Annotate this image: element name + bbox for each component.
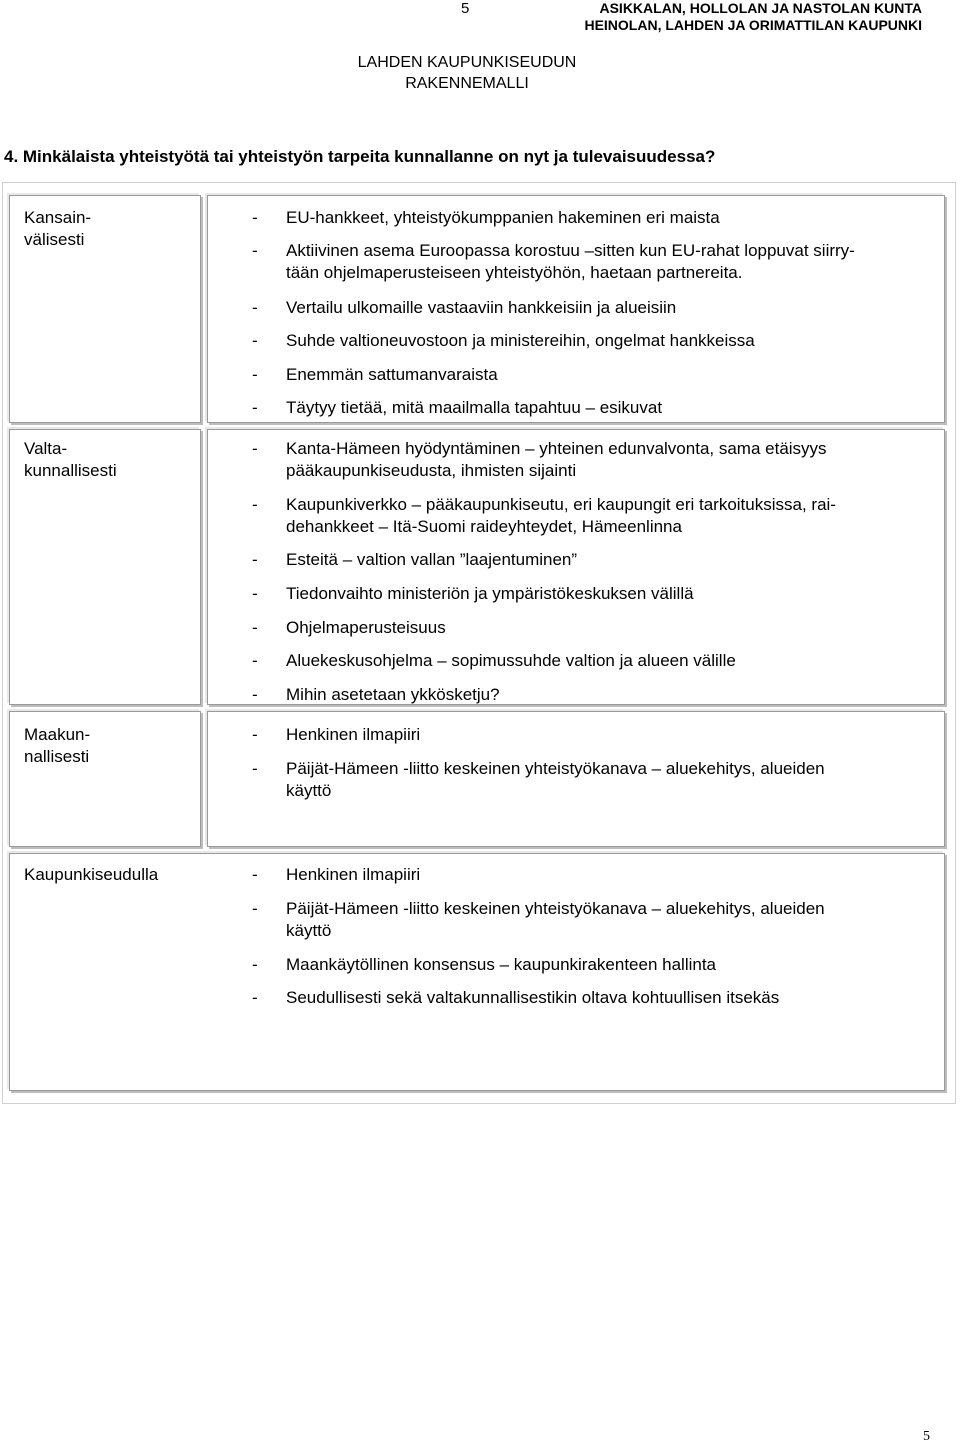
- row-label-international: Kansain- välisesti: [24, 208, 92, 249]
- list-dash: -: [252, 899, 258, 918]
- list-dash: -: [252, 651, 258, 670]
- list-dash: -: [252, 398, 258, 417]
- row-label-national: Valta- kunnallisesti: [24, 439, 117, 480]
- list-dash: -: [252, 331, 258, 350]
- list-dash: -: [252, 618, 258, 637]
- list-item-text: Vertailu ulkomaille vastaaviin hankkeisiin ja alueisiin: [286, 298, 677, 317]
- list-item-text: Henkinen ilmapiiri: [286, 865, 421, 884]
- list-item-text: Aluekeskusohjelma – sopimussuhde valtion ja alueen välille: [286, 651, 736, 670]
- list-dash: -: [252, 685, 258, 704]
- list-item-text: Esteitä – valtion vallan ”laajentuminen”: [286, 550, 578, 569]
- list-item-text: Tiedonvaihto ministeriön ja ympäristökeskuksen välillä: [286, 584, 694, 603]
- footer-page-number: 5: [923, 1429, 930, 1444]
- list-dash: -: [252, 955, 258, 974]
- list-item-text: Kaupunkiverkko – pääkaupunkiseutu, eri kaupungit eri tarkoituksissa, rai- dehankkeet – Itä-Suomi raideyhteydet, Hämeenlinna: [286, 495, 836, 536]
- list-item-text: Päijät-Hämeen -liitto keskeinen yhteistyökanava – aluekehitys, alueiden käyttö: [286, 899, 825, 940]
- header-project-line2: RAKENNEMALLI: [405, 75, 529, 92]
- list-item-text: Täytyy tietää, mitä maailmalla tapahtuu – esikuvat: [286, 398, 663, 417]
- list-dash: -: [252, 208, 258, 227]
- row-label-regional: Maakun- nallisesti: [24, 725, 91, 766]
- list-dash: -: [252, 241, 258, 260]
- header-municipalities-line2: HEINOLAN, LAHDEN JA ORIMATTILAN KAUPUNKI: [584, 17, 922, 33]
- list-item-text: Suhde valtioneuvostoon ja ministereihin, ongelmat hankkeissa: [286, 331, 755, 350]
- list-item-text: Maankäytöllinen konsensus – kaupunkirakenteen hallinta: [286, 955, 717, 974]
- list-item-text: Enemmän sattumanvaraista: [286, 365, 498, 384]
- list-item-text: Päijät-Hämeen -liitto keskeinen yhteistyökanava – aluekehitys, alueiden käyttö: [286, 759, 825, 800]
- list-item-text: Mihin asetetaan ykkösketju?: [286, 685, 500, 704]
- list-item-text: EU-hankkeet, yhteistyökumppanien hakeminen eri maista: [286, 208, 720, 227]
- list-item-text: Aktiivinen asema Euroopassa korostuu –sitten kun EU-rahat loppuvat siirry- tään ohjelmaperusteiseen yhteistyöhön, haetaan partnereita.: [286, 241, 855, 282]
- list-dash: -: [252, 759, 258, 778]
- list-dash: -: [252, 865, 258, 884]
- list-dash: -: [252, 584, 258, 603]
- list-dash: -: [252, 365, 258, 384]
- list-item-text: Seudullisesti sekä valtakunnallisestikin oltava kohtuullisen itsekäs: [286, 988, 780, 1007]
- list-dash: -: [252, 550, 258, 569]
- list-item-text: Henkinen ilmapiiri: [286, 725, 421, 744]
- question-heading: 4. Minkälaista yhteistyötä tai yhteistyön tarpeita kunnallanne on nyt ja tulevaisuudessa?: [4, 147, 716, 166]
- list-dash: -: [252, 439, 258, 458]
- header-municipalities-line1: ASIKKALAN, HOLLOLAN JA NASTOLAN KUNTA: [599, 0, 922, 16]
- list-dash: -: [252, 298, 258, 317]
- list-dash: -: [252, 495, 258, 514]
- header-project-line1: LAHDEN KAUPUNKISEUDUN: [357, 54, 577, 71]
- list-item-text: Kanta-Hämeen hyödyntäminen – yhteinen edunvalvonta, sama etäisyys pääkaupunkiseudusta, ihmisten sijainti: [286, 439, 827, 480]
- header-page-number: 5: [461, 0, 470, 17]
- row-label-city-region: Kaupunkiseudulla: [24, 865, 159, 884]
- list-dash: -: [252, 725, 258, 744]
- list-item-text: Ohjelmaperusteisuus: [286, 618, 446, 637]
- list-dash: -: [252, 988, 258, 1007]
